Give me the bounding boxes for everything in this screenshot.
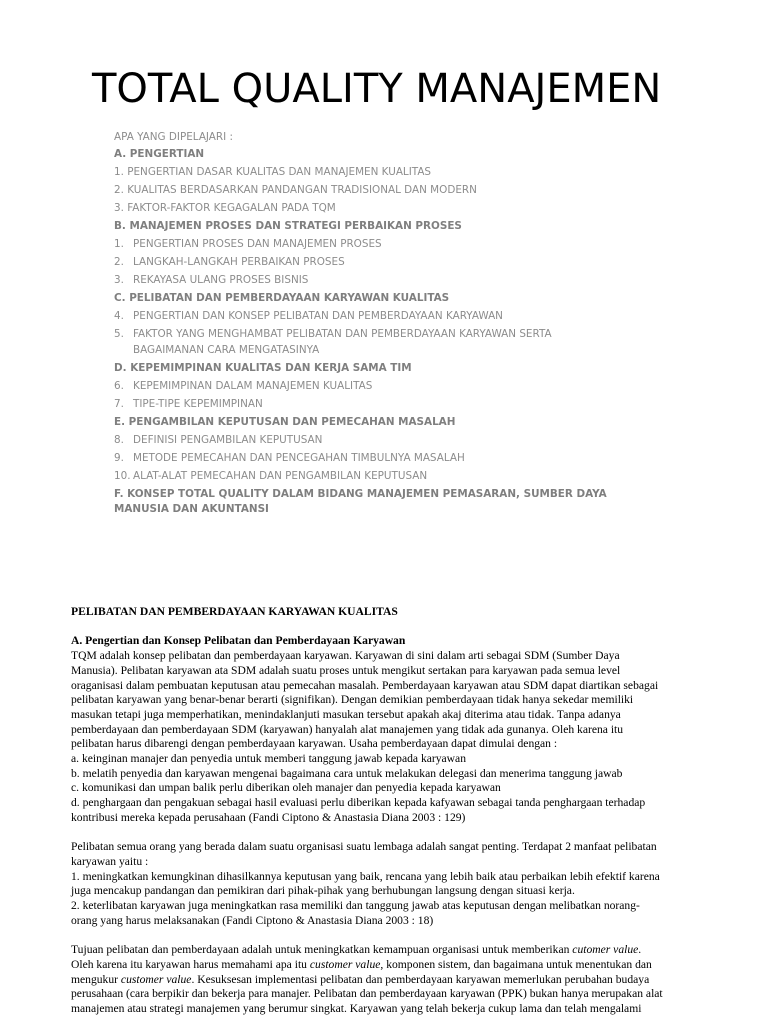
toc-item-number: 3.	[114, 274, 124, 286]
toc-section-heading: B. MANAJEMEN PROSES DAN STRATEGI PERBAIKAN PROSES	[114, 220, 462, 232]
text-run: .	[638, 943, 642, 957]
toc-item-text: PENGERTIAN DAN KONSEP PELIBATAN DAN PEMBERDAYAAN KARYAWAN	[133, 310, 503, 322]
text-line: 2. keterlibatan karyawan juga meningkatkan rasa memiliki dan tanggung jawab atas keputusan dengan melibatkan norang-	[71, 899, 640, 913]
text-run: Tujuan pelibatan dan pemberdayaan adalah untuk meningkatkan kemampuan organisasi untuk memberikan	[71, 943, 573, 957]
toc-section-heading: D. KEPEMIMPINAN KUALITAS DAN KERJA SAMA TIM	[114, 361, 412, 374]
text-line	[71, 943, 711, 958]
document-heading: PELIBATAN DAN PEMBERDAYAAN KARYAWAN KUALITAS	[71, 605, 398, 618]
text-run: Oleh karena itu karyawan harus memahami apa itu	[71, 957, 310, 971]
toc-item	[114, 397, 674, 413]
toc-item-number: 9.	[114, 451, 124, 464]
text-run: . Kesuksesan implementasi pelibatan dan pemberdayaan karyawan memerlukan perubahan budaya	[191, 972, 650, 986]
text-run-italic: customer value	[120, 972, 192, 986]
toc-item-text: FAKTOR YANG MENGHAMBAT PELIBATAN DAN PEMBERDAYAAN KARYAWAN SERTA BAGAIMANAN CARA MENGATASINYA	[133, 328, 552, 356]
toc-item-number: 7.	[114, 397, 124, 410]
toc-item	[114, 309, 674, 325]
text-run: , komponen sistem, dan bagaimana untuk menentukan dan	[380, 957, 652, 971]
toc-item-text: DEFINISI PENGAMBILAN KEPUTUSAN	[133, 433, 323, 446]
toc-item	[114, 379, 674, 395]
toc-section-heading: C. PELIBATAN DAN PEMBERDAYAAN KARYAWAN KUALITAS	[114, 292, 450, 304]
text-line	[71, 973, 711, 988]
toc-item	[114, 255, 674, 271]
paragraph	[71, 649, 711, 825]
text-line: kontribusi mereka kepada perusahaan (Fandi Ciptono & Anastasia Diana 2003 : 129)	[71, 810, 466, 824]
toc-item-number: 6.	[114, 379, 124, 392]
text-line: d. penghargaan dan pengakuan sebagai hasil evaluasi perlu diberikan kepada kafyawan sebagai tanda penghargaan terhadap	[71, 796, 646, 810]
text-line: 1. meningkatkan kemungkinan dihasilkannya keputusan yang baik, rencana yang lebih baik atau perbaikan lebih efektif karena	[71, 869, 660, 883]
paragraph	[71, 943, 711, 1017]
page-title: TOTAL QUALITY MANAJEMEN	[92, 66, 662, 112]
toc-item-text: KEPEMIMPINAN DALAM MANAJEMEN KUALITAS	[133, 379, 373, 392]
toc-item: 3. FAKTOR-FAKTOR KEGAGALAN PADA TQM	[114, 202, 336, 214]
text-line: a. keinginan manajer dan penyedia untuk memberi tanggung jawab kepada karyawan	[71, 752, 467, 766]
toc-item: 2. KUALITAS BERDASARKAN PANDANGAN TRADISIONAL DAN MODERN	[114, 184, 477, 196]
paragraph	[71, 840, 711, 928]
text-line: Manusia). Pelibatan karyawan ata SDM adalah suatu proses untuk mengikut sertakan para karyawan pada semua level	[71, 663, 621, 677]
toc-item-number: 4.	[114, 310, 124, 322]
toc-item-number: 5.	[114, 328, 124, 340]
toc-section-heading: E. PENGAMBILAN KEPUTUSAN DAN PEMECAHAN MASALAH	[114, 415, 456, 428]
text-line: pelibatan harus dibarengi dengan pemberdayaan karyawan. Usaha pemberdayaan dapat dimulai dengan :	[71, 737, 558, 751]
toc-item-number: 10.	[114, 469, 131, 482]
document-subheading: A. Pengertian dan Konsep Pelibatan dan Pemberdayaan Karyawan	[71, 634, 406, 648]
text-run-italic: customer value	[309, 957, 381, 971]
table-of-contents	[114, 129, 674, 520]
toc-item-text: METODE PEMECAHAN DAN PENCEGAHAN TIMBULNYA MASALAH	[133, 451, 465, 464]
text-run: mengukur	[71, 972, 121, 986]
toc-item-text: LANGKAH-LANGKAH PERBAIKAN PROSES	[133, 256, 345, 268]
text-line: manajemen atau strategi manajemen yang berumur singkat. Karyawan yang telah bekerja cukup lama dan telah mengalami	[71, 1001, 642, 1015]
toc-item-text: REKAYASA ULANG PROSES BISNIS	[133, 274, 309, 286]
toc-item	[114, 469, 674, 485]
toc-item	[114, 433, 674, 449]
text-line	[71, 958, 711, 973]
text-line: oraganisasi dalam pembuatan keputusan atau pemecahan masalah. Pemberdayaan karyawan atau SDM dapat diartikan sebagai	[71, 678, 659, 692]
text-line: orang yang harus melaksanakan (Fandi Ciptono & Anastasia Diana 2003 : 18)	[71, 913, 434, 927]
text-line: TQM adalah konsep pelibatan dan pemberdayaan karyawan. Karyawan di sini dalam arti sebagai SDM (Sumber Daya	[71, 649, 620, 663]
toc-item: 1. PENGERTIAN DASAR KUALITAS DAN MANAJEMEN KUALITAS	[114, 166, 432, 178]
text-line: karyawan yaitu :	[71, 854, 149, 868]
toc-section-heading: F. KONSEP TOTAL QUALITY DALAM BIDANG MANAJEMEN PEMASARAN, SUMBER DAYA MANUSIA DAN AKUNTANSI	[114, 487, 607, 515]
text-line: perusahaan (cara berpikir dan bekerja para manajer. Pelibatan dan pemberdayaan karyawan (PPK) bukan hanya merupakan alat	[71, 987, 663, 1001]
text-line: c. komunikasi dan umpan balik perlu diberikan oleh manajer dan penyedia kepada karyawan	[71, 781, 501, 795]
toc-section-heading: A. PENGERTIAN	[114, 148, 205, 160]
toc-item-number: 1.	[114, 238, 124, 250]
toc-item	[114, 237, 674, 253]
text-line: pemberdayaan dan pemberdayaan SDM (karyawan) hanyalah alat manajemen yang tidak ada gunanya. Oleh karena itu	[71, 722, 624, 736]
document-body	[71, 605, 711, 1031]
text-line: masukan tetapi juga memperhatikan, menindaklanjuti masukan tersebut apakah akaj diterima atau tidak. Tanpa adanya	[71, 707, 621, 721]
toc-item-number: 8.	[114, 433, 124, 446]
text-line: juga mencakup pandangan dan pemikiran dari pihak-pihak yang berhubungan langsung dengan situasi kerja.	[71, 884, 575, 898]
toc-item	[114, 327, 674, 358]
text-line: pelibatan karyawan yang benar-benar berarti (signifikan). Dengan demikian pemberdayaan tidak hanya sekedar memiliki	[71, 693, 634, 707]
toc-item-text: ALAT-ALAT PEMECAHAN DAN PENGAMBILAN KEPUTUSAN	[133, 469, 428, 482]
text-run-italic: cutomer value	[572, 943, 639, 957]
toc-item-number: 2.	[114, 256, 124, 268]
text-line: b. melatih penyedia dan karyawan mengenai bagaimana cara untuk melakukan delegasi dan menerima tanggung jawab	[71, 766, 623, 780]
toc-item	[114, 451, 674, 467]
text-line: Pelibatan semua orang yang berada dalam suatu organisasi suatu lembaga adalah sangat penting. Terdapat 2 manfaat pelibatan	[71, 840, 657, 854]
toc-item-text: TIPE-TIPE KEPEMIMPINAN	[133, 397, 263, 410]
toc-item	[114, 273, 674, 289]
toc-item-text: PENGERTIAN PROSES DAN MANAJEMEN PROSES	[133, 238, 382, 250]
toc-intro: APA YANG DIPELAJARI :	[114, 131, 234, 143]
